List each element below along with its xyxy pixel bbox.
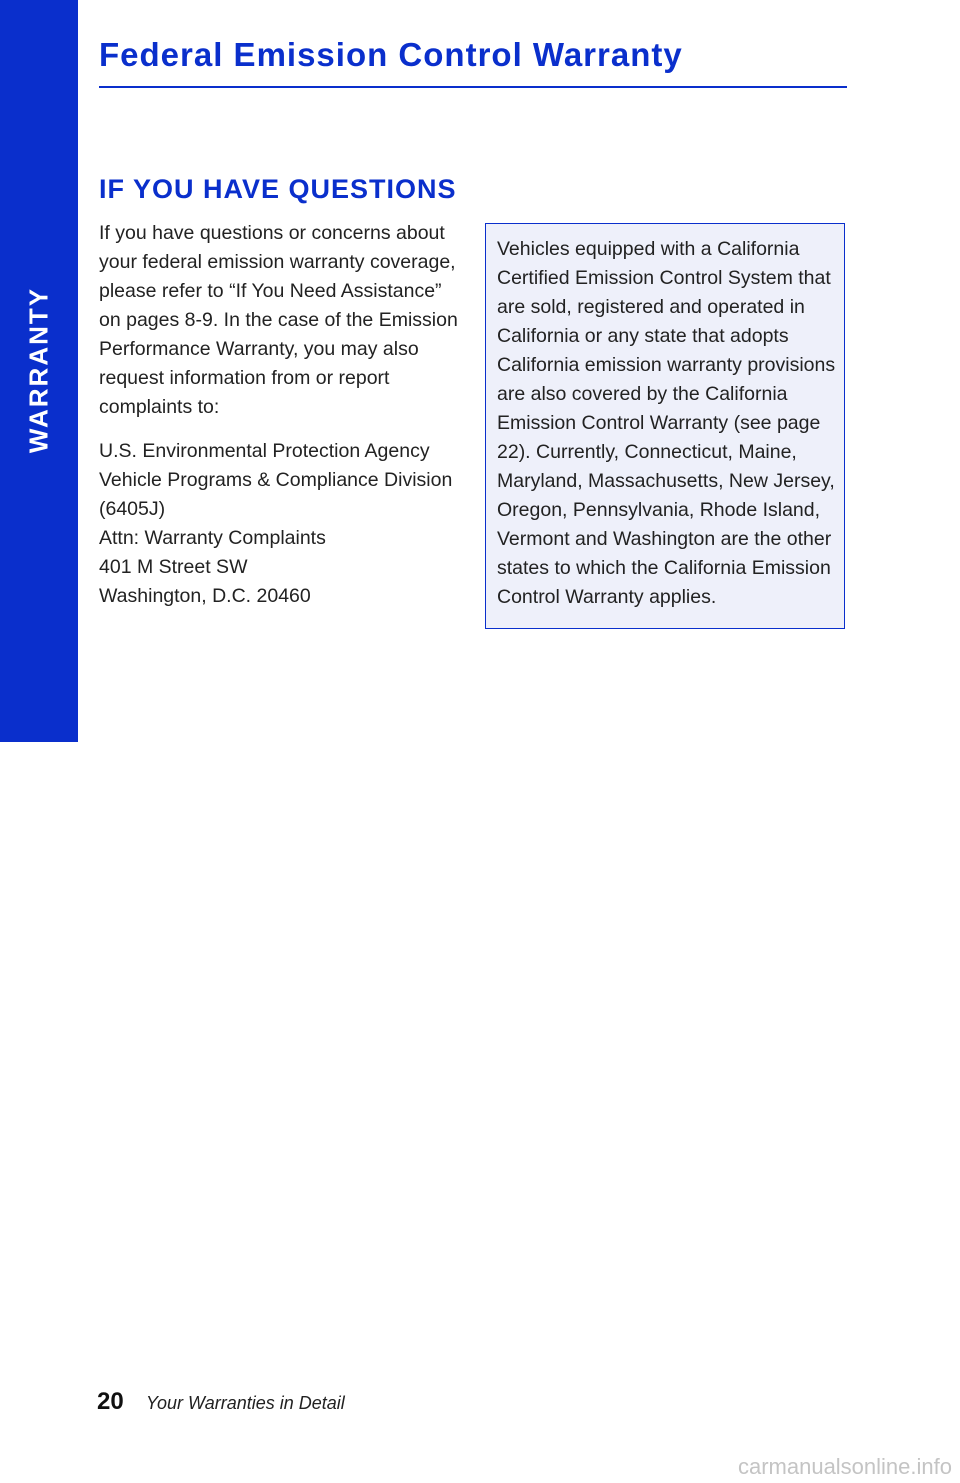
intro-paragraph: If you have questions or concerns about your federal emission warranty coverage, please refer to “If You Need Assistance” on pages 8-9. In the case of the Emission Performance Warranty, you may also request information from or report complaints to: [99, 222, 458, 418]
page-title: Federal Emission Control Warranty [99, 36, 683, 73]
side-tab-label: WARRANTY [23, 286, 54, 454]
title-divider [99, 86, 847, 88]
questions-column [99, 219, 464, 611]
side-tab [0, 0, 78, 742]
callout-text: Vehicles equipped with a California Certified Emission Control System that are sold, registered and operated in California or any state that adopts California emission warranty provisions are also covered by the California Emission Control Warranty (see page 22). Currently, Connecticut, Maine, Maryland, Massachusetts, New Jersey, Oregon, Pennsylvania, Rhode Island, Vermont and Washington are the other states to which the California Emission Control Warranty applies. [497, 238, 836, 608]
section-heading: IF YOU HAVE QUESTIONS [99, 174, 457, 204]
california-callout-box [485, 223, 845, 629]
footer-section-title: Your Warranties in Detail [146, 1393, 345, 1413]
address-line: 401 M Street SW [99, 556, 248, 578]
page-number: 20 [97, 1388, 124, 1415]
address-line: Attn: Warranty Complaints [99, 527, 326, 549]
address-line: (6405J) [99, 498, 166, 520]
epa-address [99, 437, 464, 611]
address-line: Vehicle Programs & Compliance Division [99, 469, 453, 491]
address-line: Washington, D.C. 20460 [99, 585, 311, 607]
watermark: carmanualsonline.info [737, 1454, 952, 1479]
address-line: U.S. Environmental Protection Agency [99, 440, 430, 462]
